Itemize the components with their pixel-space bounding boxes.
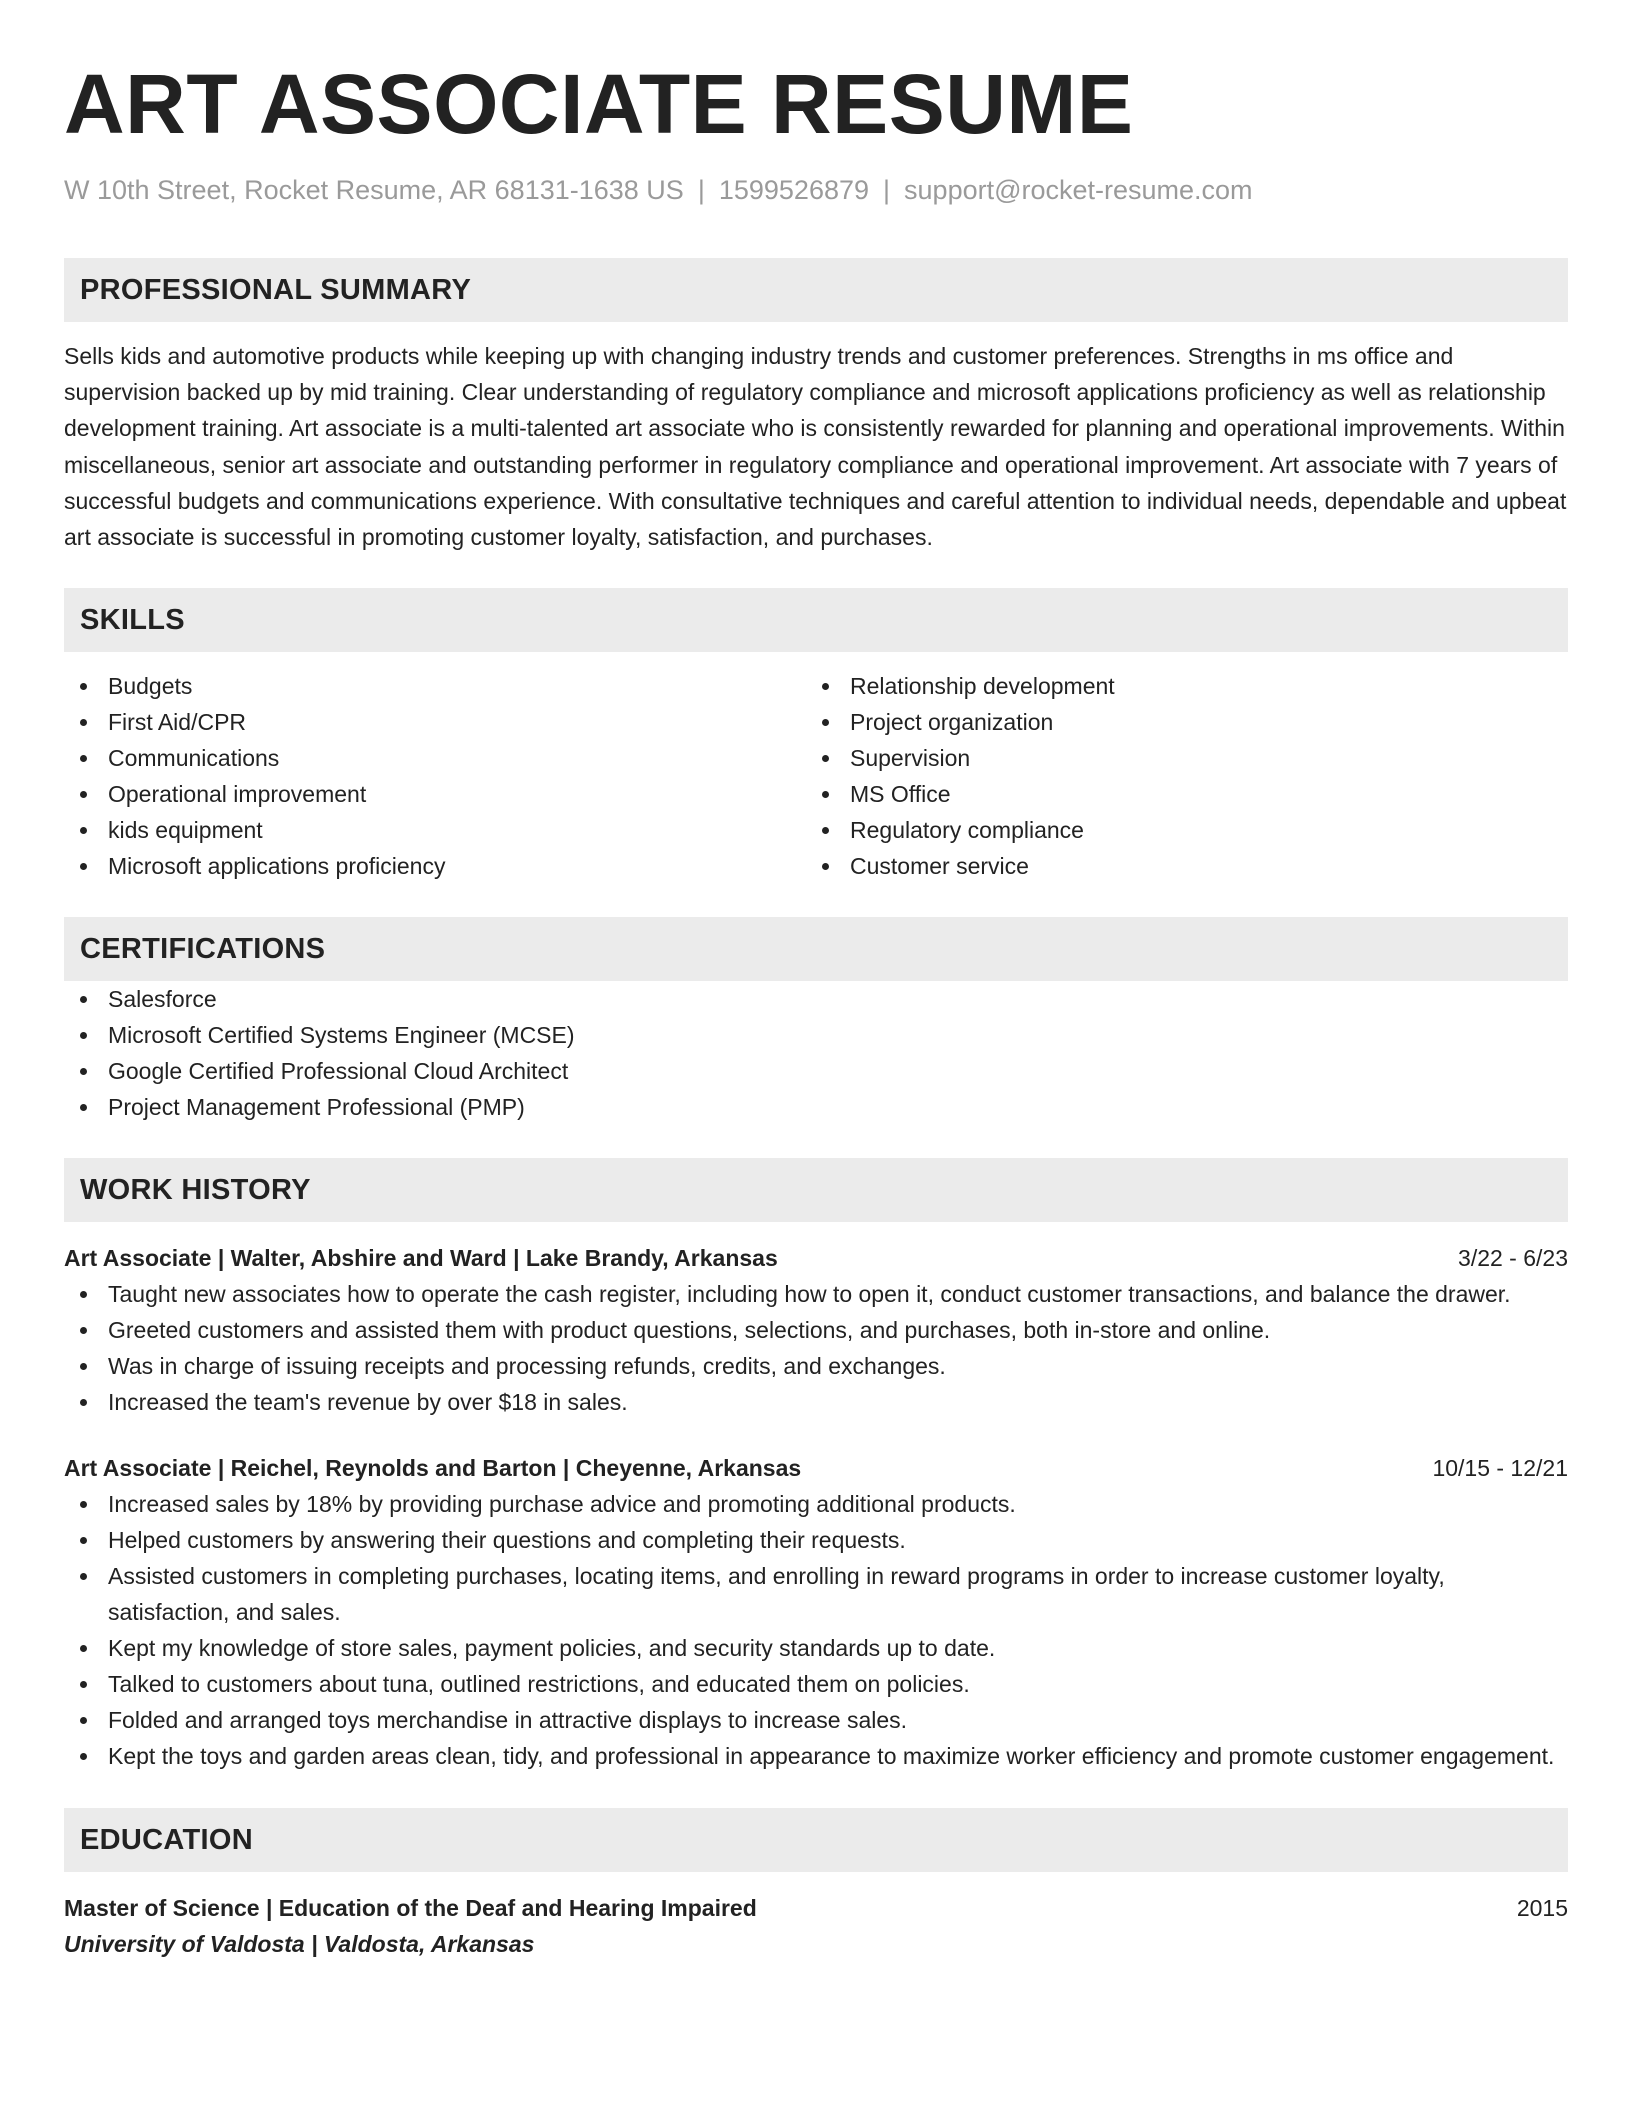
certification-item: Microsoft Certified Systems Engineer (MCSE) — [64, 1017, 1568, 1053]
contact-separator: | — [697, 175, 705, 205]
skills-column-right — [806, 668, 1548, 884]
skills-list-right — [806, 668, 1548, 884]
skill-item: Operational improvement — [64, 776, 806, 812]
skill-item: MS Office — [806, 776, 1548, 812]
job-duty-item: Greeted customers and assisted them with product questions, selections, and purchases, both in-store and online. — [64, 1312, 1568, 1348]
job-duty-item: Increased sales by 18% by providing purchase advice and promoting additional products. — [64, 1486, 1568, 1522]
job-duty-item: Assisted customers in completing purchases, locating items, and enrolling in reward programs in order to increase customer loyalty, satisfaction, and sales. — [64, 1558, 1568, 1630]
certification-item: Project Management Professional (PMP) — [64, 1089, 1568, 1125]
job-duty-item: Was in charge of issuing receipts and processing refunds, credits, and exchanges. — [64, 1348, 1568, 1384]
job-duty-item: Kept the toys and garden areas clean, tidy, and professional in appearance to maximize worker efficiency and promote customer engagement. — [64, 1738, 1568, 1774]
job-duty-item: Helped customers by answering their questions and completing their requests. — [64, 1522, 1568, 1558]
contact-separator: | — [883, 175, 891, 205]
certification-item: Google Certified Professional Cloud Architect — [64, 1053, 1568, 1089]
contact-phone: 1599526879 — [718, 175, 870, 205]
skills-grid — [64, 668, 1568, 884]
skill-item: Supervision — [806, 740, 1548, 776]
contact-email[interactable]: support@rocket-resume.com — [904, 175, 1253, 205]
job-duty-item: Increased the team's revenue by over $18 in sales. — [64, 1384, 1568, 1420]
summary-paragraph: Sells kids and automotive products while keeping up with changing industry trends and customer preferences. Strengths in ms office and supervision backed up by mid training. Clear understanding of regulatory compliance and microsoft applications proficiency as well as relationship development training. Art associate is a multi-talented art associate who is consistently rewarded for planning and operational improvements. Within miscellaneous, senior art associate and outstanding performer in regulatory compliance and operational improvement. Art associate with 7 years of successful budgets and communications experience. With consultative techniques and careful attention to individual needs, dependable and upbeat art associate is successful in promoting customer loyalty, satisfaction, and purchases. — [64, 343, 1567, 551]
resume-title: ART ASSOCIATE RESUME — [64, 57, 1134, 151]
education-school: University of Valdosta | Valdosta, Arkansas — [64, 1931, 535, 1958]
job-duty-item: Talked to customers about tuna, outlined restrictions, and educated them on policies. — [64, 1666, 1568, 1702]
skill-item: Project organization — [806, 704, 1548, 740]
job-title: Art Associate | Walter, Abshire and Ward | Lake Brandy, Arkansas — [64, 1245, 778, 1272]
job-dates: 10/15 - 12/21 — [1432, 1455, 1568, 1482]
job-title: Art Associate | Reichel, Reynolds and Barton | Cheyenne, Arkansas — [64, 1455, 802, 1482]
section-header-education: EDUCATION — [64, 1808, 1568, 1872]
section-header-skills: SKILLS — [64, 588, 1568, 652]
contact-address: W 10th Street, Rocket Resume, AR 68131-1638 US — [64, 175, 684, 205]
skill-item: kids equipment — [64, 812, 806, 848]
job-duty-item: Kept my knowledge of store sales, payment policies, and security standards up to date. — [64, 1630, 1568, 1666]
education-heading — [64, 1890, 1568, 1926]
certifications-list — [64, 981, 1568, 1125]
certification-item: Salesforce — [64, 981, 1568, 1017]
contact-line — [64, 172, 1568, 208]
skill-item: Regulatory compliance — [806, 812, 1548, 848]
job-duties-list — [64, 1276, 1568, 1420]
education-degree: Master of Science | Education of the Deaf and Hearing Impaired — [64, 1895, 757, 1922]
skill-item: Budgets — [64, 668, 806, 704]
job-duty-item: Taught new associates how to operate the cash register, including how to open it, conduct customer transactions, and balance the drawer. — [64, 1276, 1568, 1312]
section-header-work-history: WORK HISTORY — [64, 1158, 1568, 1222]
skill-item: Communications — [64, 740, 806, 776]
skill-item: Microsoft applications proficiency — [64, 848, 806, 884]
section-header-certifications: CERTIFICATIONS — [64, 917, 1568, 981]
section-header-summary: PROFESSIONAL SUMMARY — [64, 258, 1568, 322]
job-dates: 3/22 - 6/23 — [1458, 1245, 1568, 1272]
job-duty-item: Folded and arranged toys merchandise in attractive displays to increase sales. — [64, 1702, 1568, 1738]
education-year: 2015 — [1516, 1895, 1568, 1922]
skill-item: Relationship development — [806, 668, 1548, 704]
skill-item: First Aid/CPR — [64, 704, 806, 740]
job-duties-list — [64, 1486, 1568, 1774]
job-heading — [64, 1450, 1568, 1486]
skills-list-left — [64, 668, 806, 884]
job-heading — [64, 1240, 1568, 1276]
skills-column-left — [64, 668, 806, 884]
skill-item: Customer service — [806, 848, 1548, 884]
